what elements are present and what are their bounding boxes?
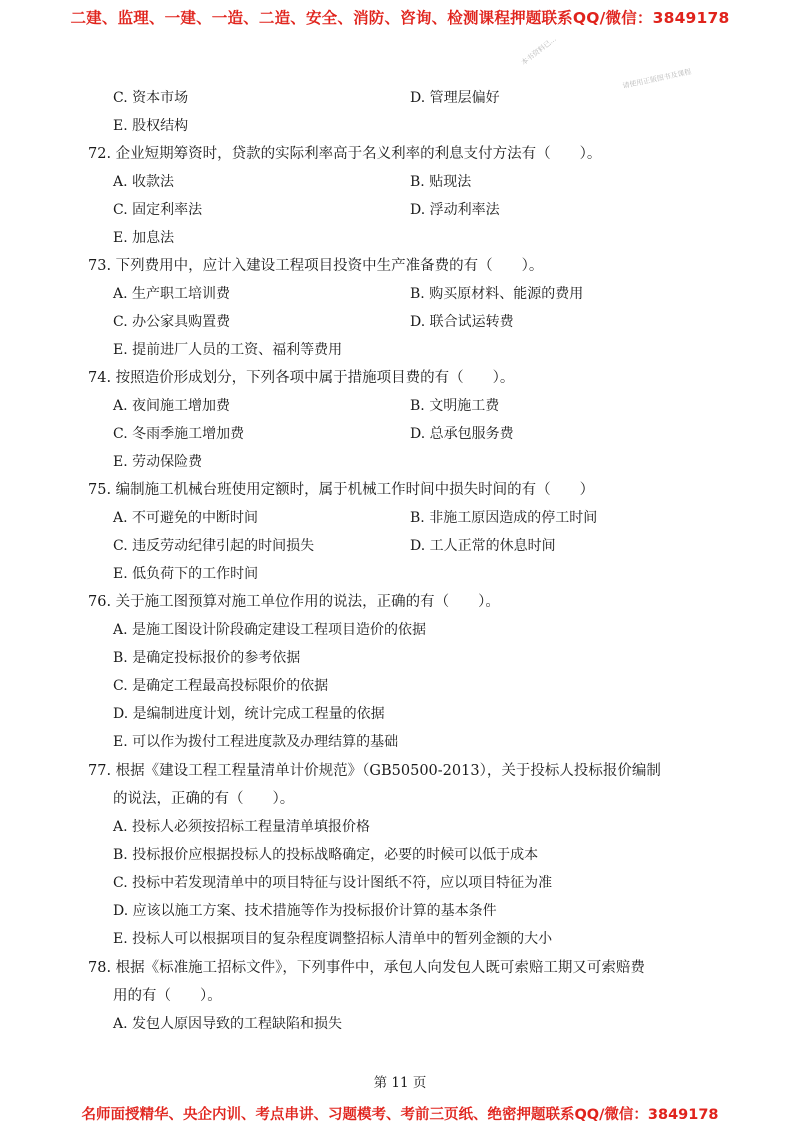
option-text: C. 办公家具购置费 [113, 314, 231, 330]
option-text: B. 非施工原因造成的停工时间 [410, 510, 598, 526]
question-stem: 77. 根据《建设工程工程量清单计价规范》（GB50500-2013），关于投标人投标报价编制 [88, 763, 661, 779]
option-text: B. 投标报价应根据投标人的投标战略确定，必要的时候可以低于成本 [113, 847, 539, 863]
option-text: D. 浮动利率法 [410, 202, 500, 218]
option-text: A. 投标人必须按招标工程量清单填报价格 [113, 819, 371, 835]
option-text: A. 收款法 [113, 174, 175, 190]
option-text: C. 固定利率法 [113, 202, 203, 218]
option-text: E. 投标人可以根据项目的复杂程度调整招标人清单中的暂列金额的大小 [113, 931, 553, 947]
option-text: A. 生产职工培训费 [113, 286, 231, 302]
option-text: C. 违反劳动纪律引起的时间损失 [113, 538, 315, 554]
option-text: C. 资本市场 [113, 90, 189, 106]
question-stem: 72. 企业短期筹资时，贷款的实际利率高于名义利率的利息支付方法有（ ）。 [88, 146, 602, 162]
option-text: A. 发包人原因导致的工程缺陷和损失 [113, 1016, 343, 1032]
option-text: E. 低负荷下的工作时间 [113, 566, 259, 582]
question-stem: 73. 下列费用中，应计入建设工程项目投资中生产准备费的有（ ）。 [88, 258, 544, 274]
option-text: D. 总承包服务费 [410, 426, 514, 442]
option-text: E. 可以作为拨付工程进度款及办理结算的基础 [113, 734, 399, 750]
option-text: E. 股权结构 [113, 118, 189, 134]
option-text: D. 是编制进度计划，统计完成工程量的依据 [113, 706, 385, 722]
question-stem: 75. 编制施工机械台班使用定额时，属于机械工作时间中损失时间的有（ ） [88, 482, 595, 498]
option-text: D. 工人正常的休息时间 [410, 538, 556, 554]
question-stem-continued: 用的有（ ）。 [113, 988, 222, 1004]
option-text: B. 购买原材料、能源的费用 [410, 286, 584, 302]
question-stem-continued: 的说法，正确的有（ ）。 [113, 791, 295, 807]
watermark-stamp: 请使用正版图书及课程 [621, 67, 693, 91]
watermark-stamp: 本书资料已... [519, 35, 558, 67]
option-text: C. 是确定工程最高投标限价的依据 [113, 678, 329, 694]
option-text: C. 投标中若发现清单中的项目特征与设计图纸不符，应以项目特征为准 [113, 875, 553, 891]
option-text: B. 是确定投标报价的参考依据 [113, 650, 301, 666]
option-text: A. 不可避免的中断时间 [113, 510, 259, 526]
page-number: 第 11 页 [373, 1075, 427, 1091]
option-text: E. 劳动保险费 [113, 454, 203, 470]
option-text: D. 应该以施工方案、技术措施等作为投标报价计算的基本条件 [113, 903, 497, 919]
option-text: A. 夜间施工增加费 [113, 398, 231, 414]
option-text: E. 加息法 [113, 230, 175, 246]
question-stem: 78. 根据《标准施工招标文件》，下列事件中，承包人向发包人既可索赔工期又可索赔费 [88, 960, 645, 976]
option-text: B. 贴现法 [410, 174, 472, 190]
option-text: D. 管理层偏好 [410, 90, 500, 106]
top-contact-banner: 二建、监理、一建、一造、二造、安全、消防、咨询、检测课程押题联系QQ/微信：3849178 [70, 9, 730, 27]
option-text: D. 联合试运转费 [410, 314, 514, 330]
question-stem: 74. 按照造价形成划分，下列各项中属于措施项目费的有（ ）。 [88, 370, 515, 386]
option-text: E. 提前进厂人员的工资、福利等费用 [113, 342, 343, 358]
option-text: C. 冬雨季施工增加费 [113, 426, 245, 442]
question-stem: 76. 关于施工图预算对施工单位作用的说法，正确的有（ ）。 [88, 594, 500, 610]
bottom-contact-banner: 名师面授精华、央企内训、考点串讲、习题模考、考前三页纸、绝密押题联系QQ/微信：3849178 [81, 1107, 719, 1123]
option-text: B. 文明施工费 [410, 398, 500, 414]
option-text: A. 是施工图设计阶段确定建设工程项目造价的依据 [113, 622, 427, 638]
